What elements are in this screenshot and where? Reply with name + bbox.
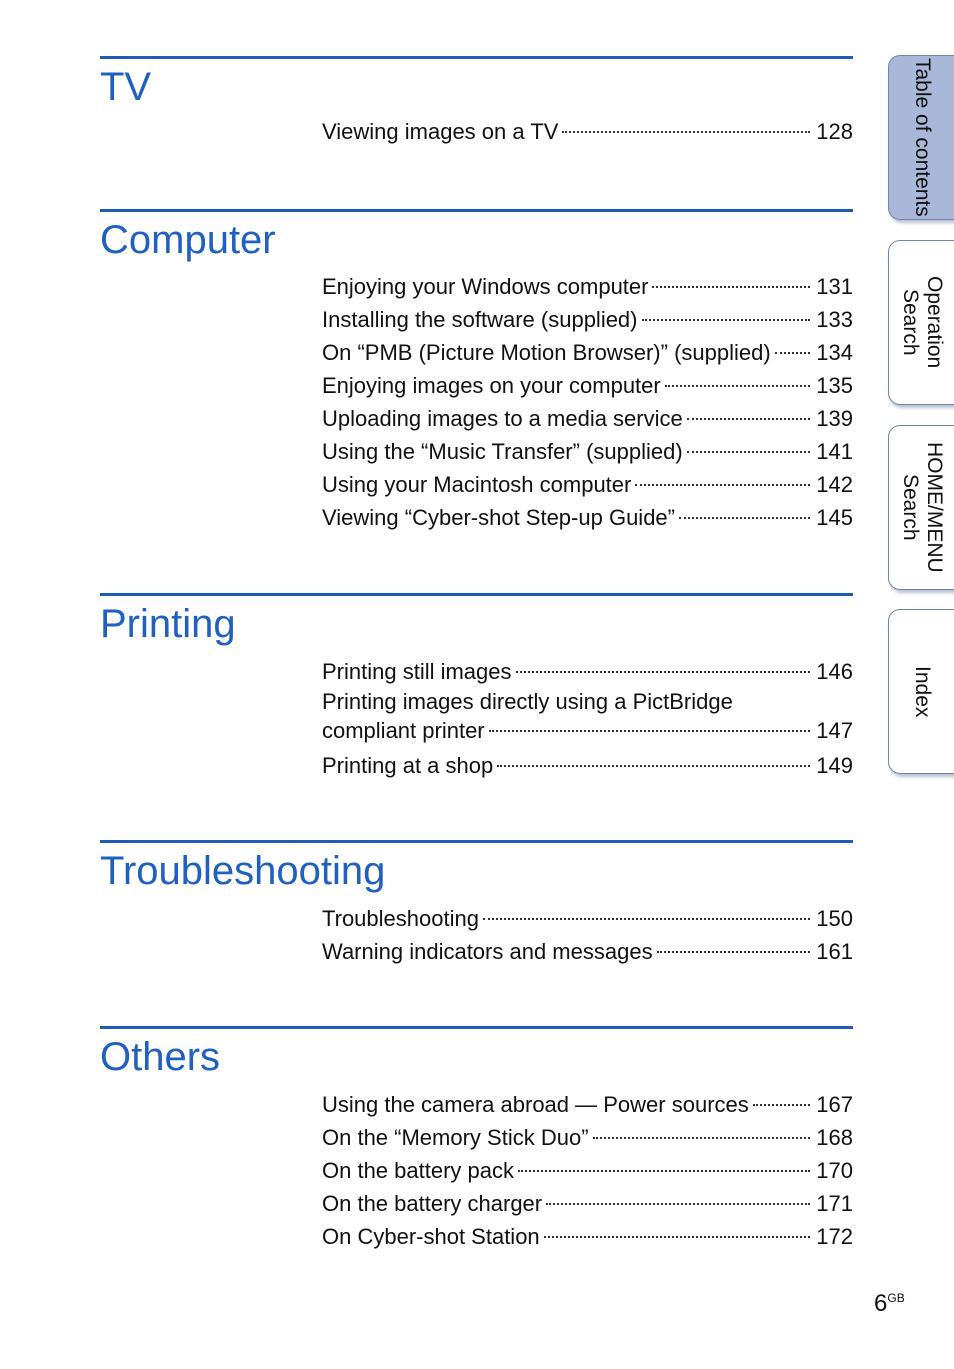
toc-entry[interactable]: [322, 1187, 853, 1220]
toc-entry[interactable]: [322, 1121, 853, 1154]
toc-entry[interactable]: [322, 501, 853, 534]
section-title: Computer: [100, 218, 276, 262]
toc-entry-page: 134: [816, 340, 853, 365]
toc-entry-page: 128: [816, 119, 853, 144]
toc-entry[interactable]: [322, 902, 853, 935]
section-title: TV: [100, 65, 152, 109]
page-number-suffix: GB: [887, 1291, 905, 1305]
tab-label: Operation Search: [899, 276, 946, 369]
toc-entry-page: 150: [816, 906, 853, 931]
toc-entry-label: Viewing “Cyber-shot Step-up Guide”: [322, 505, 675, 530]
section-others: [100, 1026, 853, 1249]
section-rule: [100, 1026, 853, 1029]
toc-entry[interactable]: [322, 270, 853, 303]
section-title: Printing: [100, 602, 236, 646]
toc-entry-label: compliant printer: [322, 718, 485, 743]
toc-entry-page: 139: [816, 406, 853, 431]
toc-entry-page: 171: [816, 1191, 853, 1216]
tab-home-menu-search[interactable]: [888, 425, 954, 590]
toc-entry-label: Uploading images to a media service: [322, 406, 683, 431]
leader-dots: [687, 418, 811, 420]
section-tv: [100, 56, 853, 144]
leader-dots: [753, 1104, 811, 1106]
toc-entry-label: On the “Memory Stick Duo”: [322, 1125, 589, 1150]
toc-entry-page: 142: [816, 472, 853, 497]
leader-dots: [657, 951, 811, 953]
tab-index[interactable]: [888, 609, 954, 774]
toc-entry[interactable]: [322, 336, 853, 369]
toc-entry-label: Using the “Music Transfer” (supplied): [322, 439, 683, 464]
tab-table-of-contents[interactable]: [888, 55, 954, 220]
toc-entry-label: Warning indicators and messages: [322, 939, 653, 964]
tab-label: Table of contents: [911, 58, 934, 217]
toc-entry[interactable]: [322, 402, 853, 435]
section-troubleshooting: [100, 840, 853, 964]
section-title: Troubleshooting: [100, 849, 386, 893]
toc-entry-label: On the battery pack: [322, 1158, 514, 1183]
leader-dots: [642, 319, 811, 321]
leader-dots: [544, 1236, 811, 1238]
toc-entry-label: Installing the software (supplied): [322, 307, 638, 332]
toc-entry[interactable]: [322, 655, 853, 688]
toc-entry-label: Enjoying images on your computer: [322, 373, 661, 398]
toc-entry-label: Printing still images: [322, 659, 512, 684]
toc-entry-label: Enjoying your Windows computer: [322, 274, 649, 299]
page-number-value: 6: [874, 1290, 888, 1317]
section-computer: [100, 209, 853, 530]
tab-label: Index: [911, 665, 934, 718]
section-printing: [100, 593, 853, 778]
toc-entry-label: Viewing images on a TV: [322, 119, 559, 144]
toc-entry[interactable]: [322, 369, 853, 402]
toc-entry-page: 172: [816, 1224, 853, 1249]
section-rule: [100, 840, 853, 843]
toc-entry[interactable]: [322, 935, 853, 968]
toc-entry[interactable]: [322, 1088, 853, 1121]
toc-entry-page: 135: [816, 373, 853, 398]
leader-dots: [562, 131, 810, 133]
toc-entry-page: 141: [816, 439, 853, 464]
tab-operation-search[interactable]: [888, 240, 954, 405]
section-rule: [100, 209, 853, 212]
toc-entry[interactable]: [322, 303, 853, 336]
toc-entry-label: Using the camera abroad — Power sources: [322, 1092, 749, 1117]
toc-entry[interactable]: [322, 1220, 853, 1253]
toc-entry-page: 161: [816, 939, 853, 964]
tab-label: HOME/MENU Search: [899, 442, 946, 573]
toc-entry-page: 133: [816, 307, 853, 332]
toc-entry-label: On the battery charger: [322, 1191, 543, 1216]
leader-dots: [635, 484, 810, 486]
leader-dots: [775, 352, 811, 354]
toc-entry-page: 170: [816, 1158, 853, 1183]
toc-entry-label: Printing at a shop: [322, 753, 494, 778]
page-number: [874, 1290, 905, 1318]
toc-entry[interactable]: [322, 749, 853, 782]
toc-entry-label: Troubleshooting: [322, 906, 479, 931]
leader-dots: [489, 730, 811, 732]
toc-entry[interactable]: [322, 468, 853, 501]
toc-entry-page: 168: [816, 1125, 853, 1150]
toc-entry-label-line1: Printing images directly using a PictBridge: [322, 689, 733, 714]
leader-dots: [687, 451, 811, 453]
section-rule: [100, 593, 853, 596]
toc-entry-label: Using your Macintosh computer: [322, 472, 632, 497]
toc-entry[interactable]: [322, 435, 853, 468]
toc-entry[interactable]: [322, 115, 853, 148]
toc-entry-page: 147: [816, 718, 853, 743]
toc-entry-label: On “PMB (Picture Motion Browser)” (supplied): [322, 340, 771, 365]
toc-entry-page: 145: [816, 505, 853, 530]
leader-dots: [518, 1170, 810, 1172]
toc-entry-label: On Cyber-shot Station: [322, 1224, 540, 1249]
leader-dots: [665, 385, 811, 387]
section-title: Others: [100, 1035, 221, 1079]
leader-dots: [516, 671, 811, 673]
leader-dots: [483, 918, 810, 920]
toc-entry-page: 131: [816, 274, 853, 299]
toc-entry-page: 149: [816, 753, 853, 778]
leader-dots: [652, 286, 810, 288]
leader-dots: [593, 1137, 811, 1139]
leader-dots: [546, 1203, 810, 1205]
toc-entry-page: 167: [816, 1092, 853, 1117]
toc-entry-page: 146: [816, 659, 853, 684]
toc-entry[interactable]: [322, 688, 853, 749]
leader-dots: [497, 765, 810, 767]
toc-entry[interactable]: [322, 1154, 853, 1187]
section-rule: [100, 56, 853, 59]
leader-dots: [679, 517, 810, 519]
